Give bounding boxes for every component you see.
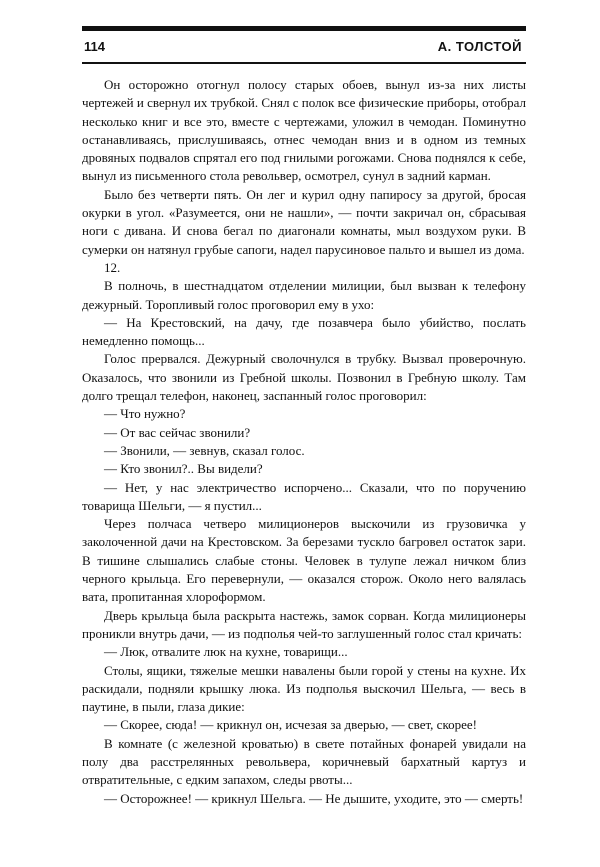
paragraph: Столы, ящики, тяжелые мешки навалены были горой у стены на кухне. Их раскидали, подняли крышку люка. Из подполья выскочил Шельга, — весь в паутине, в пыли, глаза дикие:: [82, 662, 526, 715]
paragraph: — Звонили, — зевнув, сказал голос.: [104, 442, 305, 458]
page-header: [82, 37, 526, 57]
paragraph: — Люк, отвалите люк на кухне, товарищи...: [104, 644, 348, 660]
paragraph: — Осторожнее! — крикнул Шельга. — Не дышите, уходите, это — смерть!: [104, 790, 524, 806]
paragraph: В комнате (с железной кроватью) в свете потайных фонарей увидали на полу два расстрелянных револьвера, коричневый бархатный картуз и отвратительные, с едким запахом, следы рвоты...: [82, 735, 526, 788]
running-head: А. ТОЛСТОЙ: [437, 39, 522, 54]
paragraph: — Скорее, сюда! — крикнул он, исчезая за дверью, — свет, скорее!: [104, 717, 477, 733]
paragraph: — Что нужно?: [104, 406, 186, 422]
paragraph: — Кто звонил?.. Вы видели?: [104, 461, 263, 477]
paragraph: — От вас сейчас звонили?: [104, 424, 251, 440]
paragraph: Дверь крыльца была раскрыта настежь, замок сорван. Когда милиционеры проникли внутрь дачи, — из подполья чей-то заглушенный голос стал кричать:: [82, 607, 526, 641]
paragraph: Было без четверти пять. Он лег и курил одну папиросу за другой, бросая окурки в угол. «Разумеется, они не нашли», — почти закричал он, сбрасывая ноги с дивана. И снова бегал по диагонали комнаты, мыл воздухом руки. В сумерки он натянул грубые сапоги, надел парусиновое пальто и вышел из дома.: [82, 186, 526, 257]
page-number: 114: [84, 39, 105, 54]
body-text: [82, 76, 526, 808]
section-number: 12.: [104, 259, 121, 275]
paragraph: Через полчаса четверо милиционеров выскочили из грузовичка у заколоченной дачи на Крестовском. За березами тускло багровел остаток зари. В тишине слышались слабые стоны. Человек в тулупе лежал ничком близ черного крыльца. Его перевернули, — оказался сторож. Около него валялась вата, пропитанная хлороформом.: [82, 516, 526, 605]
paragraph: Он осторожно отогнул полосу старых обоев, вынул из-за них листы чертежей и свернул их трубкой. Снял с полок все физические приборы, отобрал несколько книг и все это, вместе с чертежами, уложил в чемодан. Поминутно останавливаясь, прислушиваясь, отнес чемодан вниз и в одном из темных дровяных подвалов спрятал его под гнилыми рогожами. Снова поднялся к себе, вынул из письменного стола револьвер, осмотрел, сунул в задний карман.: [82, 77, 526, 184]
paragraph: — На Крестовский, на дачу, где позавчера было убийство, послать немедленно помощь...: [82, 314, 526, 349]
paragraph: Голос прервался. Дежурный сволочнулся в трубку. Вызвал проверочную. Оказалось, что звонили из Гребной школы. Позвонил в Гребную школу. Там долго трещал телефон, наконец, заспанный голос проговорил:: [82, 351, 526, 404]
paragraph: В полночь, в шестнадцатом отделении милиции, был вызван к телефону дежурный. Торопливый голос проговорил ему в ухо:: [82, 278, 526, 312]
header-bottom-rule: [82, 62, 526, 64]
paragraph: — Нет, у нас электричество испорчено... Сказали, что по поручению товарища Шельги, — я пустил...: [82, 479, 526, 513]
header-top-rule: [82, 26, 526, 31]
